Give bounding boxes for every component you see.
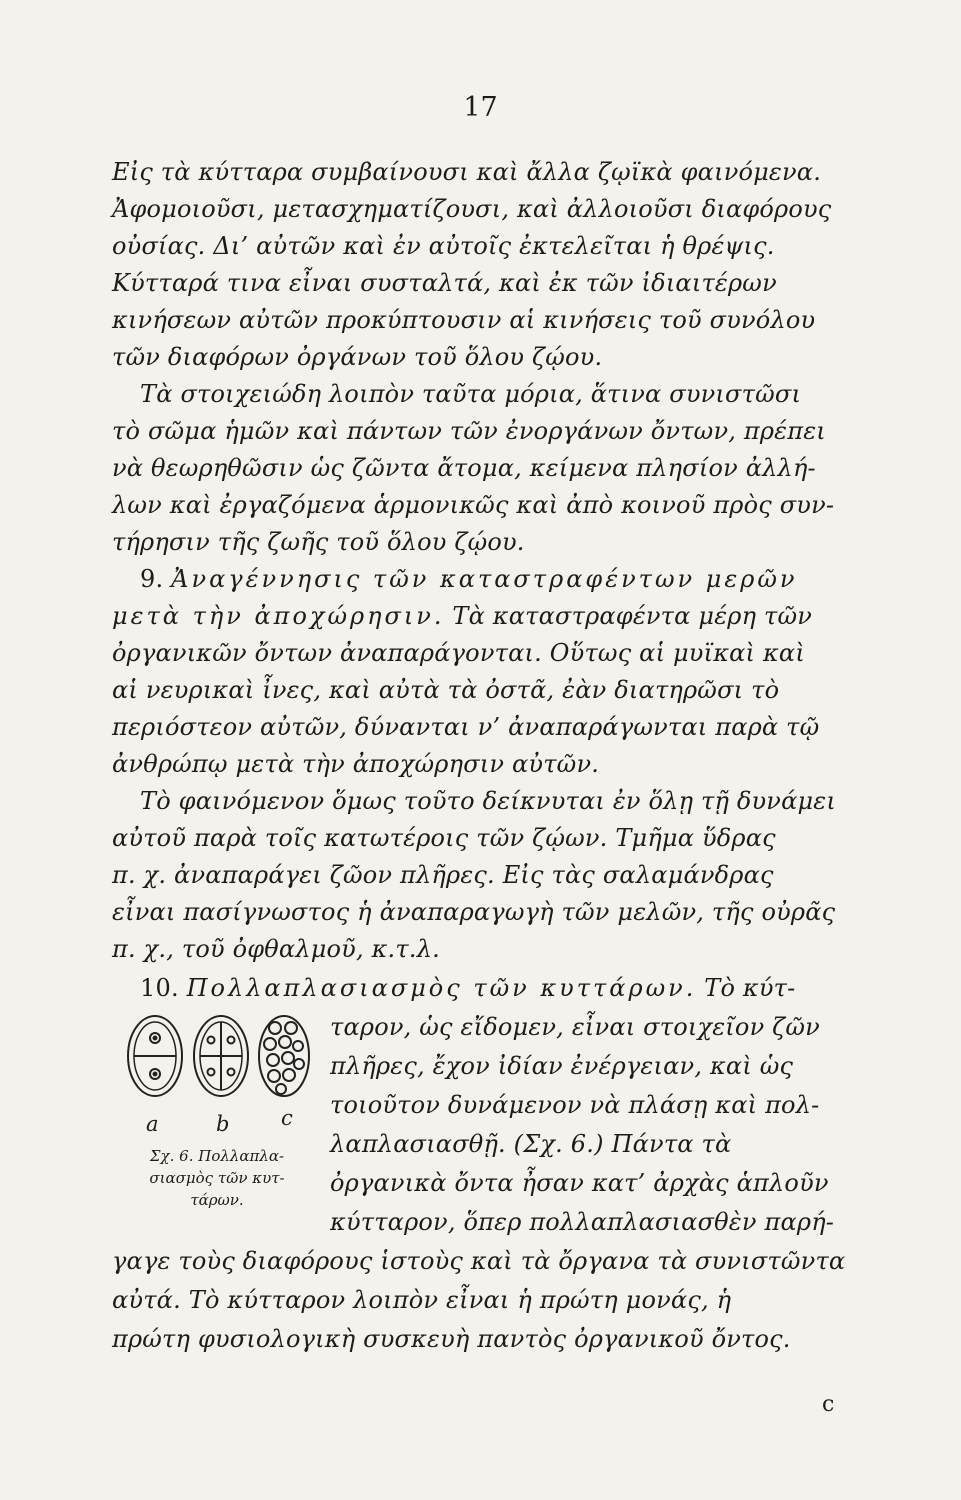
- section-9-heading-cont: [112, 598, 827, 634]
- cell-b: [194, 1016, 248, 1096]
- text-line: τοιοῦτον δυνάμενον νὰ πλάσῃ καὶ πολ-: [330, 1091, 820, 1119]
- cell-c: [259, 1016, 309, 1096]
- section-title: Ἀναγέννησις τῶν καταστραφέντων μερῶν: [171, 565, 798, 593]
- text-line: νὰ θεωρηθῶσιν ὡς ζῶντα ἄτομα, κείμενα πλησίον ἀλλή-: [112, 454, 816, 482]
- text-line: αὐτοῦ παρὰ τοῖς κατωτέροις τῶν ζῴων. Τμῆμα ὕδρας: [112, 824, 776, 852]
- section-text: Τὸ κύτ-: [704, 974, 796, 1002]
- text-line: Εἰς τὰ κύτταρα συμβαίνουσι καὶ ἄλλα ζῳϊκὰ φαινόμενα.: [112, 158, 822, 186]
- text-line: Τὸ φαινόμενον ὅμως τοῦτο δείκνυται ἐν ὅλῃ τῇ δυνάμει: [140, 787, 836, 815]
- section-number: 9.: [140, 565, 164, 593]
- text-line: ταρον, ὡς εἴδομεν, εἶναι στοιχεῖον ζῶν: [330, 1013, 820, 1041]
- text-line: οὐσίας. Δι’ αὐτῶν καὶ ἐν αὐτοῖς ἐκτελεῖται ἡ θρέψις.: [112, 232, 775, 260]
- text-line: π. χ. ἀναπαράγει ζῶον πλῆρες. Εἰς τὰς σαλαμάνδρας: [112, 861, 774, 889]
- section-9-heading: [140, 561, 827, 597]
- text-line: τήρησιν τῆς ζωῆς τοῦ ὅλου ζῴου.: [112, 528, 525, 556]
- text-line: π. χ., τοῦ ὀφθαλμοῦ, κ.τ.λ.: [112, 935, 440, 963]
- text-line: Τὰ στοιχειώδη λοιπὸν ταῦτα μόρια, ἅτινα συνιστῶσι: [140, 380, 802, 408]
- figure-label-a: a: [146, 1112, 159, 1136]
- text-line: γαγε τοὺς διαφόρους ἱστοὺς καὶ τὰ ὄργανα τὰ συνιστῶντα: [112, 1247, 846, 1275]
- text-line: εἶναι πασίγνωστος ἡ ἀναπαραγωγὴ τῶν μελῶν, τῆς οὐρᾶς: [112, 898, 836, 926]
- text-line: τὸ σῶμα ἡμῶν καὶ πάντων τῶν ἐνοργάνων ὄντων, πρέπει: [112, 417, 826, 445]
- cell-illustration: [118, 1008, 318, 1118]
- section-text: Τὰ καταστραφέντα μέρη τῶν: [452, 602, 813, 630]
- cell-multiplication-figure: [118, 1008, 318, 1143]
- text-line: Κύτταρά τινα εἶναι συσταλτά, καὶ ἐκ τῶν ἰδιαιτέρων: [112, 269, 777, 297]
- page-number: 17: [463, 92, 498, 123]
- signature-mark: c: [822, 1392, 835, 1417]
- text-line: πρώτη φυσιολογικὴ συσκευὴ παντὸς ὀργανικοῦ ὄντος.: [112, 1325, 791, 1353]
- text-line: τῶν διαφόρων ὀργάνων τοῦ ὅλου ζῴου.: [112, 343, 603, 371]
- text-line: πλῆρες, ἔχον ἰδίαν ἐνέργειαν, καὶ ὡς: [330, 1052, 794, 1080]
- section-title: Πολλαπλασιασμὸς τῶν κυττάρων.: [186, 974, 697, 1002]
- text-line: Ἀφομοιοῦσι, μετασχηματίζουσι, καὶ ἀλλοιοῦσι διαφόρους: [112, 195, 832, 223]
- text-line: περιόστεον αὐτῶν, δύνανται ν’ ἀναπαράγωνται παρὰ τῷ: [112, 713, 820, 741]
- caption-line: Σχ. 6. Πολλαπλα-: [149, 1147, 285, 1165]
- text-line: αὐτά. Τὸ κύτταρον λοιπὸν εἶναι ἡ πρώτη μονάς, ἡ: [112, 1286, 732, 1314]
- caption-line: τάρων.: [190, 1191, 244, 1209]
- section-number: 10.: [140, 974, 179, 1002]
- text-line: ὀργανικὰ ὄντα ἦσαν κατ’ ἀρχὰς ἁπλοῦν: [330, 1169, 829, 1197]
- figure-label-c: c: [281, 1106, 293, 1130]
- text-line: λαπλασιασθῇ. (Σχ. 6.) Πάντα τὰ: [330, 1130, 732, 1158]
- text-line: κινήσεων αὐτῶν προκύπτουσιν αἱ κινήσεις τοῦ συνόλου: [112, 306, 816, 334]
- section-10-heading: [140, 970, 827, 1006]
- figure-label-b: b: [216, 1112, 230, 1136]
- figure-caption: [112, 1145, 322, 1211]
- text-line: κύτταρον, ὅπερ πολλαπλασιασθὲν παρή-: [330, 1208, 835, 1236]
- caption-line: σιασμὸς τῶν κυτ-: [149, 1169, 285, 1187]
- text-line: λων καὶ ἐργαζόμενα ἁρμονικῶς καὶ ἀπὸ κοινοῦ πρὸς συν-: [112, 491, 835, 519]
- section-title-cont: μετὰ τὴν ἀποχώρησιν.: [112, 602, 445, 630]
- cell-a: [128, 1016, 182, 1096]
- text-line: ἀνθρώπῳ μετὰ τὴν ἀποχώρησιν αὐτῶν.: [112, 750, 600, 778]
- text-line: αἱ νευρικαὶ ἶνες, καὶ αὐτὰ τὰ ὀστᾶ, ἐὰν διατηρῶσι τὸ: [112, 676, 780, 704]
- text-line: ὀργανικῶν ὄντων ἀναπαράγονται. Οὕτως αἱ μυϊκαὶ καὶ: [112, 639, 805, 667]
